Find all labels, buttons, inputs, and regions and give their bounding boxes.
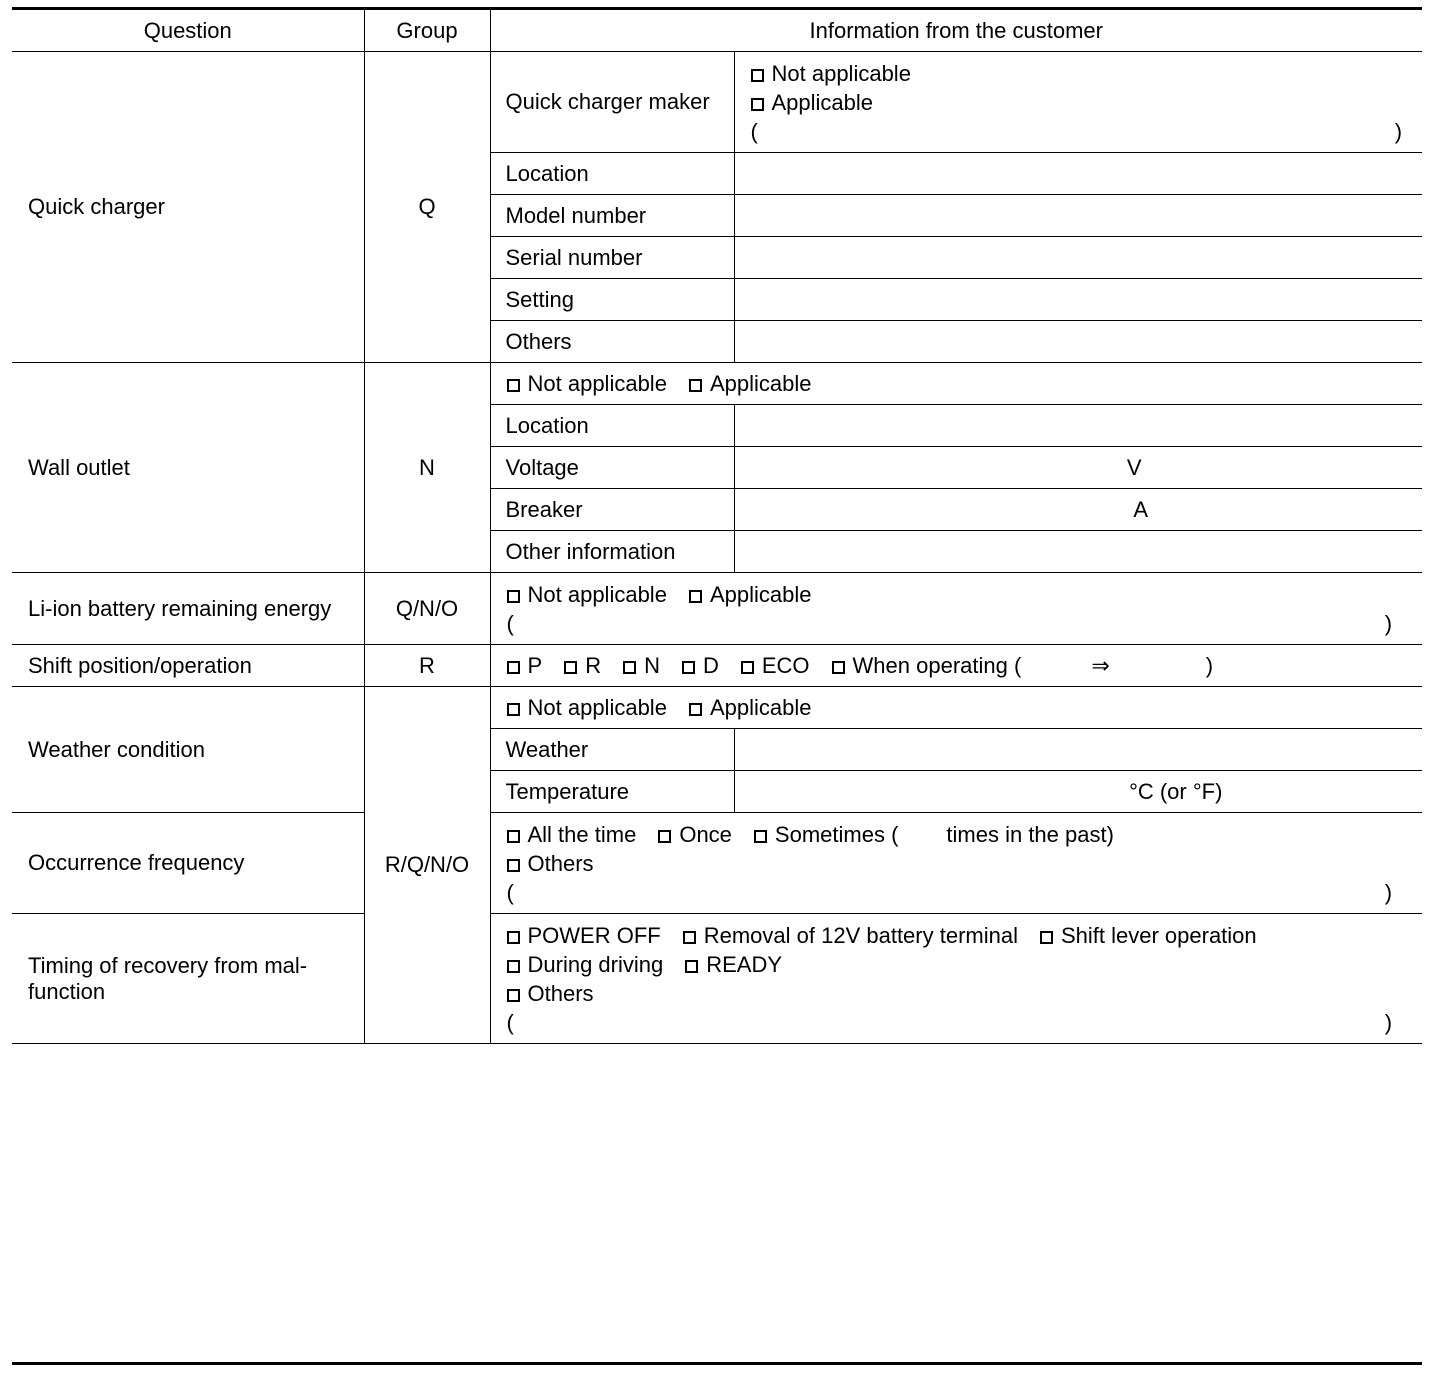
question-wall-outlet: Wall outlet bbox=[12, 363, 364, 573]
label-breaker: Breaker bbox=[490, 489, 734, 531]
wall-outlet-options-row bbox=[12, 363, 1422, 405]
label-weather: Weather bbox=[490, 729, 734, 771]
checkbox[interactable] bbox=[689, 590, 702, 603]
option-p: P bbox=[527, 652, 543, 678]
checkbox[interactable] bbox=[751, 69, 764, 82]
label-others: Others bbox=[490, 321, 734, 363]
weather-options-row bbox=[12, 687, 1422, 729]
paren-close: ) bbox=[1394, 118, 1403, 144]
option-during-driving: During driving bbox=[527, 951, 664, 977]
checkbox[interactable] bbox=[741, 661, 754, 674]
label-setting: Setting bbox=[490, 279, 734, 321]
battery-options bbox=[490, 573, 1422, 645]
value-serial-number[interactable] bbox=[734, 237, 1422, 279]
header-group: Group bbox=[364, 10, 490, 52]
shift-options bbox=[490, 645, 1422, 687]
paren-open: ( bbox=[506, 610, 514, 636]
label-temperature: Temperature bbox=[490, 771, 734, 813]
paren-close: ) bbox=[1384, 610, 1393, 636]
option-others: Others bbox=[527, 850, 594, 876]
group-rqno: R/Q/N/O bbox=[364, 687, 490, 1044]
checkbox[interactable] bbox=[689, 703, 702, 716]
option-not-applicable: Not applicable bbox=[771, 60, 911, 86]
checkbox[interactable] bbox=[754, 830, 767, 843]
label-serial-number: Serial number bbox=[490, 237, 734, 279]
question-recovery-line2: function bbox=[28, 978, 106, 1004]
checkbox[interactable] bbox=[658, 830, 671, 843]
checkbox[interactable] bbox=[507, 590, 520, 603]
group-q: Q bbox=[364, 52, 490, 363]
option-n: N bbox=[644, 652, 660, 678]
question-recovery-line1: Timing of recovery from mal- bbox=[28, 952, 308, 978]
checkbox[interactable] bbox=[683, 931, 696, 944]
value-weather[interactable] bbox=[734, 729, 1422, 771]
option-all-the-time: All the time bbox=[527, 821, 637, 847]
checkbox[interactable] bbox=[507, 830, 520, 843]
header-question: Question bbox=[12, 10, 364, 52]
question-battery: Li-ion battery remaining energy bbox=[12, 573, 364, 645]
label-other-information: Other information bbox=[490, 531, 734, 573]
value-location[interactable] bbox=[734, 405, 1422, 447]
question-weather: Weather condition bbox=[12, 687, 364, 813]
voltage-unit[interactable]: V bbox=[734, 447, 1422, 489]
customer-questionnaire-table bbox=[12, 10, 1422, 1044]
frequency-options bbox=[490, 813, 1422, 914]
label-model-number: Model number bbox=[490, 195, 734, 237]
question-recovery bbox=[12, 914, 364, 1044]
option-removal-12v: Removal of 12V battery terminal bbox=[703, 922, 1018, 948]
frequency-row bbox=[12, 813, 1422, 914]
maker-options bbox=[734, 52, 1422, 153]
quick-charger-maker-row bbox=[12, 52, 1422, 153]
checkbox[interactable] bbox=[832, 661, 845, 674]
option-once: Once bbox=[679, 821, 732, 847]
checkbox[interactable] bbox=[564, 661, 577, 674]
checkbox[interactable] bbox=[751, 98, 764, 111]
recovery-row bbox=[12, 914, 1422, 1044]
label-location: Location bbox=[490, 405, 734, 447]
option-r: R bbox=[585, 652, 602, 678]
question-quick-charger: Quick charger bbox=[12, 52, 364, 363]
paren-close: ) bbox=[1205, 652, 1214, 678]
label-voltage: Voltage bbox=[490, 447, 734, 489]
option-sometimes: Sometimes ( bbox=[774, 821, 899, 847]
shift-row bbox=[12, 645, 1422, 687]
checkbox[interactable] bbox=[507, 931, 520, 944]
option-applicable: Applicable bbox=[709, 370, 812, 396]
option-not-applicable: Not applicable bbox=[527, 370, 667, 396]
group-qno: Q/N/O bbox=[364, 573, 490, 645]
option-applicable: Applicable bbox=[709, 581, 812, 607]
recovery-options bbox=[490, 914, 1422, 1044]
checkbox[interactable] bbox=[689, 379, 702, 392]
option-ready: READY bbox=[706, 951, 783, 977]
sometimes-tail: times in the past) bbox=[946, 821, 1114, 847]
label-quick-charger-maker: Quick charger maker bbox=[490, 52, 734, 153]
header-info: Information from the customer bbox=[490, 10, 1422, 52]
checkbox[interactable] bbox=[682, 661, 695, 674]
value-setting[interactable] bbox=[734, 279, 1422, 321]
option-applicable: Applicable bbox=[771, 89, 874, 115]
breaker-unit[interactable]: A bbox=[734, 489, 1422, 531]
checkbox[interactable] bbox=[507, 859, 520, 872]
option-d: D bbox=[702, 652, 719, 678]
value-other-information[interactable] bbox=[734, 531, 1422, 573]
paren-close: ) bbox=[1384, 1009, 1393, 1035]
wall-outlet-options bbox=[490, 363, 1422, 405]
header-row bbox=[12, 10, 1422, 52]
checkbox[interactable] bbox=[623, 661, 636, 674]
option-applicable: Applicable bbox=[709, 694, 812, 720]
arrow-icon: ⇒ bbox=[1091, 652, 1110, 678]
question-shift: Shift position/operation bbox=[12, 645, 364, 687]
group-n: N bbox=[364, 363, 490, 573]
label-location: Location bbox=[490, 153, 734, 195]
value-location[interactable] bbox=[734, 153, 1422, 195]
paren-open: ( bbox=[750, 118, 758, 144]
checkbox[interactable] bbox=[507, 960, 520, 973]
bottom-rule bbox=[12, 1362, 1422, 1365]
option-eco: ECO bbox=[761, 652, 810, 678]
checkbox[interactable] bbox=[507, 703, 520, 716]
option-not-applicable: Not applicable bbox=[527, 581, 667, 607]
checkbox[interactable] bbox=[507, 379, 520, 392]
option-when-operating: When operating ( bbox=[852, 652, 1022, 678]
battery-row bbox=[12, 573, 1422, 645]
checkbox[interactable] bbox=[685, 960, 698, 973]
paren-open: ( bbox=[506, 879, 514, 905]
option-not-applicable: Not applicable bbox=[527, 694, 667, 720]
value-others[interactable] bbox=[734, 321, 1422, 363]
weather-options bbox=[490, 687, 1422, 729]
value-model-number[interactable] bbox=[734, 195, 1422, 237]
temperature-unit[interactable]: °C (or °F) bbox=[734, 771, 1422, 813]
option-power-off: POWER OFF bbox=[527, 922, 661, 948]
paren-open: ( bbox=[506, 1009, 514, 1035]
paren-close: ) bbox=[1384, 879, 1393, 905]
checkbox[interactable] bbox=[1040, 931, 1053, 944]
option-others: Others bbox=[527, 980, 594, 1006]
checkbox[interactable] bbox=[507, 989, 520, 1002]
question-frequency: Occurrence frequency bbox=[12, 813, 364, 914]
checkbox[interactable] bbox=[507, 661, 520, 674]
option-shift-lever: Shift lever operation bbox=[1060, 922, 1257, 948]
group-r: R bbox=[364, 645, 490, 687]
